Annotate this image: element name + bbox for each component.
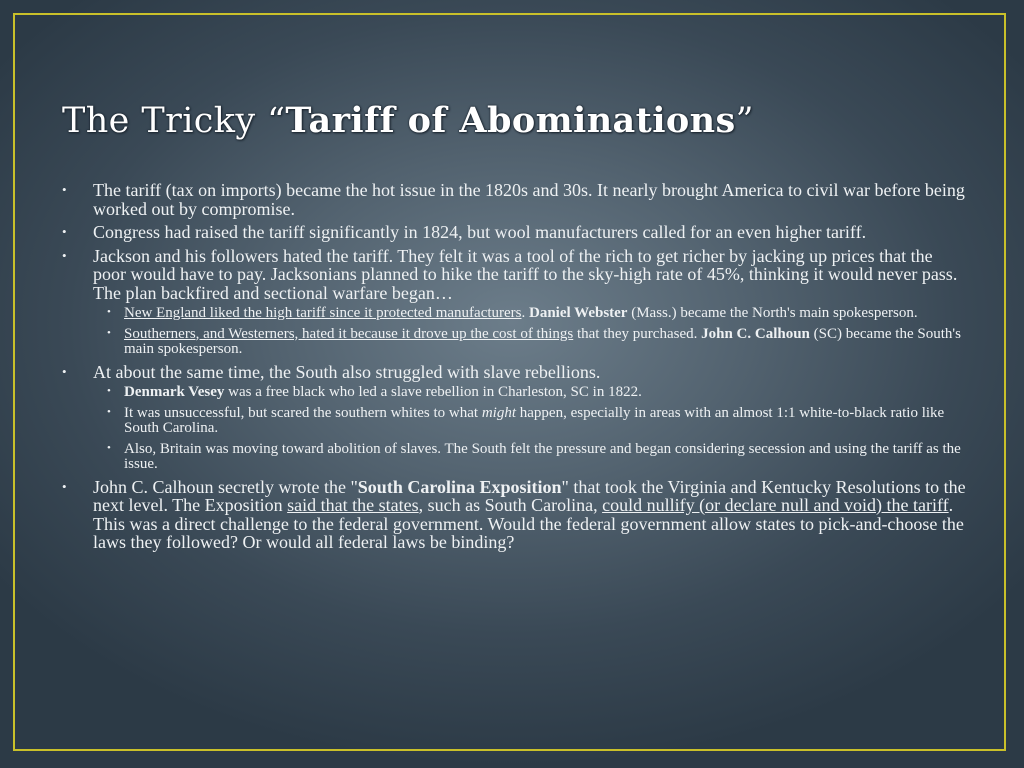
bullet-icon: • [62, 224, 67, 239]
bullet-icon: • [62, 478, 67, 494]
sub-bullet-britain-abolition: • Also, Britain was moving toward abolition of slaves. The South felt the pressure and began considering secession and using the tariff as the issue. [107, 440, 961, 472]
bullet-slave-rebellions: • At about the same time, the South also struggled with slave rebellions. • Denmark Vesey was a free black who led a slave rebellion in Charleston, SC in 1822. • It was unsuccessful, but scared the southern whites to what might happen, especially in areas with an almost 1:1 white-to-black ratio like South Carolina. • Also, Britain was moving toward abolition of slaves. The South felt the pressure and began considering secession and using the tariff as the issue. [62, 363, 967, 473]
slide-title: The Tricky “Tariff of Abominations” [62, 100, 754, 141]
sub-list-rebellions [93, 385, 967, 473]
slide-body [62, 181, 967, 557]
bullet-icon: • [107, 385, 111, 397]
title-emphasis: Tariff of Abominations [285, 100, 736, 141]
bullet-icon: • [62, 247, 67, 263]
sub-bullet-new-england: • New England liked the high tariff since it protected manufacturers. Daniel Webster (Mass.) became the North's main spokesperson. [107, 305, 918, 321]
bullet-icon: • [107, 326, 111, 339]
bullet-list [62, 181, 967, 552]
sub-list-sectional [93, 306, 967, 358]
bullet-icon: • [107, 441, 111, 454]
bullet-jackson-tariff: • Jackson and his followers hated the tariff. They felt it was a tool of the rich to get richer by jacking up prices that the poor would have to pay. Jacksonians planned to hike the tariff to the sky-high rate of 45%, thinking it would never pass. The plan backfired and sectional warfare began… • New England liked the high tariff since it protected manufacturers. Daniel Webster (Mass.) became the North's main spokesperson. • Southerners, and Westerners, hated it because it drove up the cost of things that they purchased. John C. Calhoun (SC) became the South's main spokesperson. [62, 247, 967, 358]
bullet-icon: • [107, 306, 111, 318]
sub-bullet-southerners: • Southerners, and Westerners, hated it because it drove up the cost of things that they purchased. John C. Calhoun (SC) became the South's main spokesperson. [107, 325, 961, 357]
sub-bullet-unsuccessful: • It was unsuccessful, but scared the southern whites to what might happen, especially in areas with an almost 1:1 white-to-black ratio like South Carolina. [107, 404, 945, 436]
bullet-tariff-issue: • The tariff (tax on imports) became the hot issue in the 1820s and 30s. It nearly brought America to civil war before being worked out by compromise. [62, 180, 965, 219]
sub-bullet-denmark-vesey: • Denmark Vesey was a free black who led a slave rebellion in Charleston, SC in 1822. [107, 384, 642, 400]
bullet-icon: • [62, 363, 67, 379]
bullet-icon: • [107, 405, 111, 418]
bullet-congress-1824: • Congress had raised the tariff significantly in 1824, but wool manufacturers called for an even higher tariff. [62, 222, 867, 242]
bullet-calhoun-exposition: • John C. Calhoun secretly wrote the "South Carolina Exposition" that took the Virginia and Kentucky Resolutions to the next level. The Exposition said that the states, such as South Carolina, could nullify (or declare null and void) the tariff. This was a direct challenge to the federal government. Would the federal government allow states to pick-and-choose the laws they followed? Or would all federal laws be binding? [62, 476, 966, 552]
bullet-icon: • [62, 182, 67, 197]
